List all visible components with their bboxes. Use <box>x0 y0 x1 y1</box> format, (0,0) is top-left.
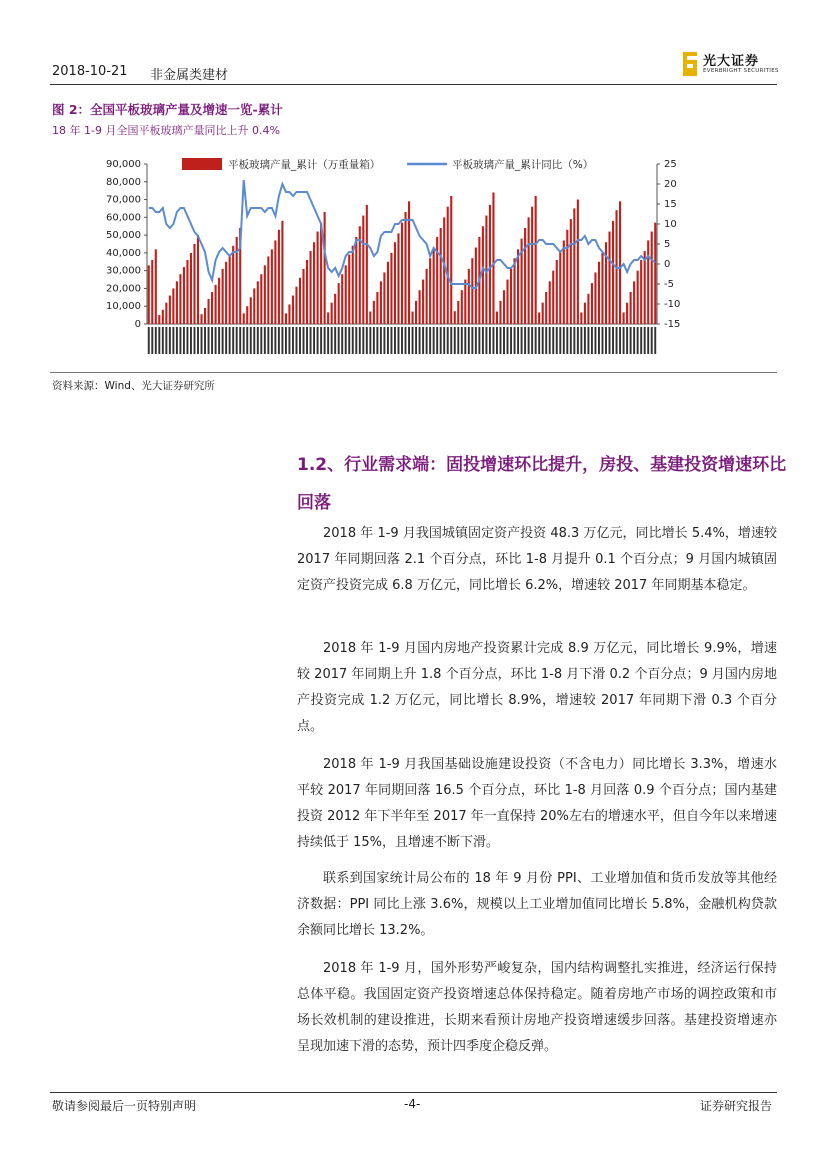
bar <box>288 304 290 324</box>
bar <box>186 260 188 324</box>
bar <box>278 230 280 324</box>
bar <box>535 196 537 324</box>
logo-text-cn: 光大证券 <box>703 54 760 69</box>
bar <box>552 271 554 324</box>
bar <box>197 235 199 324</box>
bar <box>352 246 354 324</box>
bar <box>271 249 273 324</box>
bar <box>471 258 473 324</box>
bar <box>422 280 424 324</box>
bar <box>341 274 343 324</box>
bar <box>651 232 653 324</box>
bar <box>545 292 547 324</box>
legend-label-bar: 平板玻璃产量_累计（万重量箱） <box>228 159 381 171</box>
footer-divider <box>50 1092 777 1093</box>
paragraph-real-estate-investment: 2018 年 1-9 月国内房地产投资累计完成 8.9 万亿元，同比增长 9.9%，增速较 2017 年同期上升 1.8 个百分点，环比 1-8 月下滑 0.2 个百分点；9 月国内房地产投资完成 1.2 万亿元，同比增长 8.9%，增速较 2017 年同期下滑 0.3 个百分点。 <box>297 641 777 734</box>
bar <box>309 251 311 324</box>
y-tick-label-right: 10 <box>664 219 677 230</box>
bar <box>397 233 399 324</box>
bar <box>387 262 389 324</box>
y-tick-label-right: -5 <box>664 279 674 290</box>
y-tick-label-left: 70,000 <box>106 194 141 206</box>
bar <box>489 205 491 324</box>
bar <box>499 301 501 324</box>
bar <box>637 271 639 324</box>
bar <box>369 312 371 324</box>
bar <box>623 312 625 324</box>
bar <box>426 269 428 324</box>
bar <box>211 292 213 324</box>
bar <box>496 312 498 324</box>
footer-disclaimer: 敬请参阅最后一页特别声明 <box>52 1099 197 1113</box>
bar <box>151 260 153 324</box>
bar <box>362 216 364 324</box>
bar <box>549 281 551 324</box>
bar <box>334 294 336 324</box>
y-tick-label-left: 0 <box>134 319 141 330</box>
figure-title: 图 2：全国平板玻璃产量及增速一览-累计 <box>52 102 283 117</box>
bar <box>292 296 294 324</box>
y-tick-label-right: 25 <box>664 159 677 170</box>
bar <box>433 248 435 324</box>
paragraph-infrastructure-investment: 2018 年 1-9 月我国基础设施建设投资（不含电力）同比增长 3.3%，增速水平较 2017 年同期回落 16.5 个百分点，环比 1-8 月回落 0.9 个百分点；国内基建投资 2012 年下半年至 2017 年一直保持 20%左右的增速水平，但自今年以来增速持续低于 15%，且增速不断下滑。 <box>297 757 777 850</box>
bar <box>647 240 649 324</box>
y-tick-label-left: 90,000 <box>106 159 141 170</box>
bar <box>158 315 160 324</box>
bar <box>538 312 540 324</box>
bar <box>355 237 357 324</box>
bar <box>415 301 417 324</box>
bar <box>556 260 558 324</box>
bar <box>524 228 526 324</box>
figure-source: 资料来源：Wind、光大证券研究所 <box>52 380 215 392</box>
y-tick-label-left: 20,000 <box>106 283 141 295</box>
bar <box>345 265 347 324</box>
footer-report-type: 证券研究报告 <box>700 1099 773 1113</box>
bar <box>327 312 329 324</box>
bar <box>383 272 385 324</box>
report-sector: 非金属类建材 <box>150 68 229 83</box>
bar <box>215 285 217 324</box>
header-divider <box>50 84 777 85</box>
bar <box>594 272 596 324</box>
bar <box>608 232 610 324</box>
section-title: 1.2、行业需求端：固投增速环比提升，房投、基建投资增速环比回落 <box>297 455 787 513</box>
bar <box>193 244 195 324</box>
paragraph-macro-data: 联系到国家统计局公布的 18 年 9 月份 PPI、工业增加值和货币发放等其他经济数据：PPI 同比上涨 3.6%，规模以上工业增加值同比增长 5.8%，金融机构贷款余额同比增长 13.2%。 <box>297 871 777 938</box>
bar <box>598 262 600 324</box>
bar <box>200 314 202 324</box>
bar <box>285 313 287 324</box>
bar <box>440 228 442 324</box>
bar <box>394 242 396 324</box>
bar <box>295 287 297 324</box>
bar <box>612 221 614 324</box>
bar <box>172 288 174 324</box>
bar <box>257 281 259 324</box>
figure-subtitle: 18 年 1-9 月全国平板玻璃产量同比上升 0.4% <box>52 124 280 137</box>
bar <box>584 303 586 324</box>
bar <box>190 253 192 324</box>
bar <box>176 281 178 324</box>
y-tick-label-left: 10,000 <box>106 301 141 313</box>
bar <box>169 296 171 324</box>
bar <box>443 217 445 324</box>
bar <box>338 283 340 324</box>
bar <box>640 260 642 324</box>
bar <box>570 219 572 324</box>
y-tick-label-right: 5 <box>664 239 671 250</box>
bar <box>267 256 269 324</box>
bar <box>390 253 392 324</box>
bar <box>644 251 646 324</box>
bar <box>482 226 484 324</box>
bar <box>207 299 209 324</box>
bar <box>654 223 656 324</box>
bar <box>601 253 603 324</box>
bar <box>165 303 167 324</box>
bar <box>401 223 403 324</box>
bar <box>264 265 266 324</box>
bar <box>204 308 206 324</box>
bar <box>454 311 456 324</box>
bar <box>324 212 326 324</box>
bar <box>225 262 227 324</box>
bar <box>229 255 231 324</box>
report-date: 2018-10-21 <box>52 64 128 79</box>
bar <box>633 281 635 324</box>
logo-text-en: EVERBRIGHT SECURITIES <box>703 68 779 74</box>
bar <box>274 240 276 324</box>
bar <box>506 280 508 324</box>
bar <box>222 269 224 324</box>
bar <box>348 255 350 324</box>
bar <box>411 312 413 324</box>
bar <box>591 283 593 324</box>
bar <box>183 267 185 324</box>
bar <box>313 242 315 324</box>
bar <box>179 274 181 324</box>
bar <box>250 297 252 324</box>
legend-label-line: 平板玻璃产量_累计同比（%） <box>452 159 594 171</box>
bar <box>366 205 368 324</box>
glass-production-chart <box>52 156 692 366</box>
company-logo <box>683 50 779 80</box>
y-tick-label-left: 40,000 <box>106 247 141 259</box>
bar <box>580 312 582 324</box>
bar <box>450 196 452 324</box>
bar <box>148 265 150 324</box>
figure-divider <box>50 372 777 373</box>
bar <box>528 217 530 324</box>
bar <box>626 303 628 324</box>
bar <box>513 258 515 324</box>
y-tick-label-left: 60,000 <box>106 212 141 224</box>
y-tick-label-right: -10 <box>664 299 681 310</box>
page-number: -4- <box>404 1097 421 1111</box>
bar <box>563 240 565 324</box>
bar <box>232 246 234 324</box>
bar <box>260 274 262 324</box>
bar <box>468 269 470 324</box>
bar <box>587 294 589 324</box>
bar <box>461 290 463 324</box>
bar <box>577 200 579 324</box>
legend-swatch-bar <box>182 158 222 170</box>
bar <box>531 207 533 324</box>
y-tick-label-right: -15 <box>664 319 681 330</box>
bar <box>447 207 449 324</box>
bar <box>243 313 245 324</box>
bar <box>492 192 494 324</box>
bar <box>517 249 519 324</box>
bar <box>317 232 319 324</box>
bar <box>302 269 304 324</box>
logo-mark-icon <box>683 52 697 76</box>
bar <box>559 251 561 324</box>
bar <box>218 278 220 324</box>
bar <box>457 301 459 324</box>
bar <box>503 290 505 324</box>
bar <box>380 281 382 324</box>
bar <box>542 303 544 324</box>
y-tick-label-right: 20 <box>664 179 677 190</box>
paragraph-outlook: 2018 年 1-9 月，国外形势严峻复杂，国内结构调整扎实推进，经济运行保持总体平稳。我国固定资产投资增速总体保持稳定。随着房地产市场的调控政策和市场长效机制的建设推进，长期来看预计房地产投资增速缓步回落。基建投资增速亦呈现加速下滑的态势，预计四季度企稳反弹。 <box>297 961 777 1054</box>
bar <box>566 230 568 324</box>
bar <box>429 258 431 324</box>
bar <box>510 269 512 324</box>
bar <box>630 292 632 324</box>
y-tick-label-left: 80,000 <box>106 176 141 188</box>
bar <box>155 249 157 324</box>
y-tick-label-right: 0 <box>664 259 671 270</box>
paragraph-fixed-asset-investment: 2018 年 1-9 月我国城镇固定资产投资 48.3 万亿元，同比增长 5.4%，增速较 2017 年同期回落 2.1 个百分点，环比 1-8 月提升 0.1 个百分点；9 月国内城镇固定资产投资完成 6.8 万亿元，同比增长 6.2%，增速较 2017 年同期基本稳定。 <box>297 526 777 593</box>
bar <box>299 278 301 324</box>
y-tick-label-left: 50,000 <box>106 230 141 242</box>
bar <box>573 208 575 324</box>
bar <box>246 306 248 324</box>
bar <box>419 290 421 324</box>
y-tick-label-left: 30,000 <box>106 265 141 277</box>
bar <box>373 301 375 324</box>
y-tick-label-right: 15 <box>664 199 677 210</box>
bar <box>281 221 283 324</box>
bar <box>162 310 164 324</box>
bar <box>331 303 333 324</box>
bar <box>619 201 621 324</box>
bar <box>404 212 406 324</box>
bar <box>376 292 378 324</box>
bar <box>464 280 466 324</box>
bar <box>306 260 308 324</box>
bar <box>253 288 255 324</box>
